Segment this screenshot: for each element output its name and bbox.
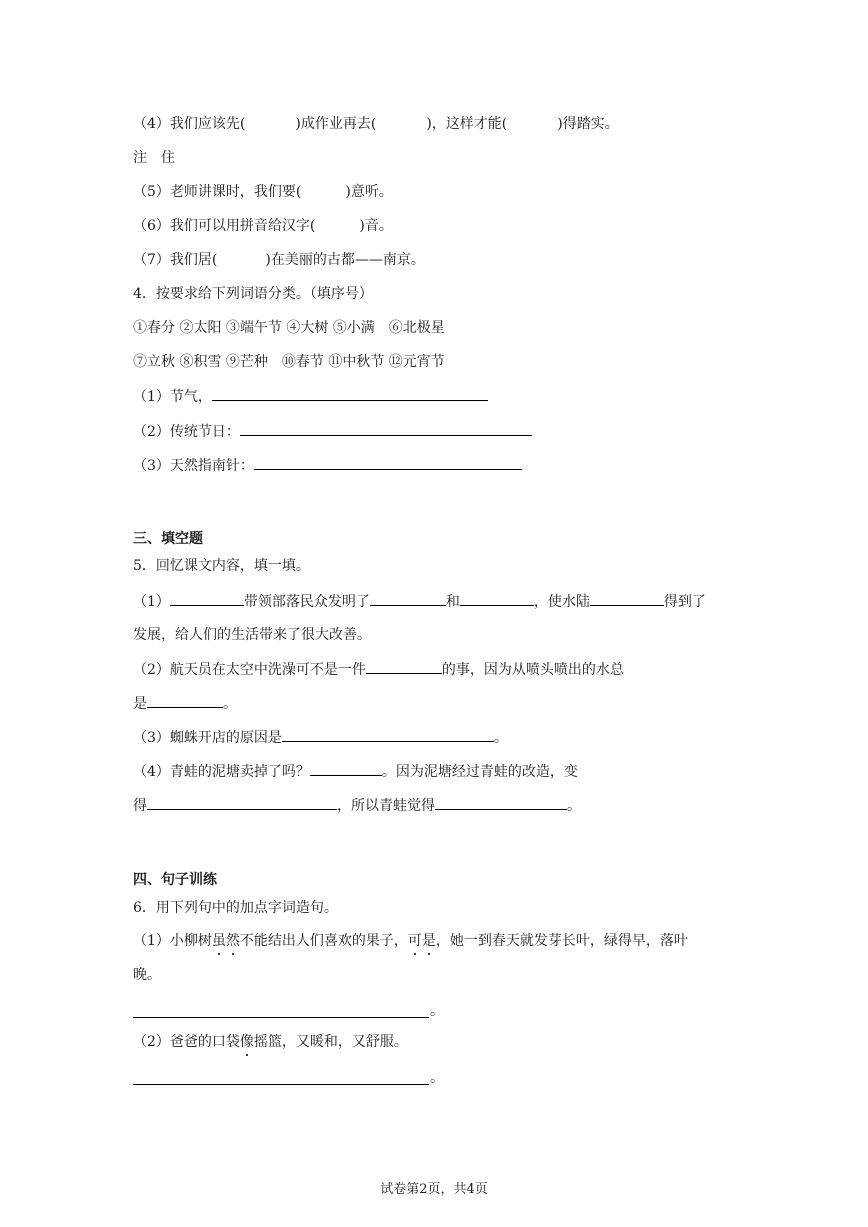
q3-chars: 注 住	[133, 150, 175, 166]
text: （4）青蛙的泥塘卖掉了吗？	[133, 764, 310, 780]
q6-item1	[133, 931, 688, 951]
q6-title: 6．用下列句中的加点字词造句。	[133, 900, 338, 916]
q5-item4	[133, 761, 578, 782]
text: ，所以青蛙觉得	[337, 798, 435, 814]
period: 。	[430, 1070, 444, 1086]
text: （2）传统节日：	[133, 424, 240, 440]
q5-item3	[133, 727, 508, 748]
text: 。	[223, 696, 237, 712]
dotted-char: 是	[421, 933, 436, 949]
text: 摇篮，又暖和，又舒服。	[253, 1034, 408, 1050]
text: 。	[493, 730, 508, 746]
q5-item1	[133, 591, 706, 612]
text: （2）航天员在太空中洗澡可不是一件	[133, 662, 366, 678]
answer-blank[interactable]	[435, 795, 567, 810]
text: 的事，因为从喷头喷出的水总	[441, 662, 624, 678]
sentence-answer-line[interactable]	[133, 1016, 429, 1018]
text: ，使水陆	[533, 594, 590, 610]
dotted-char: 虽	[211, 933, 226, 949]
answer-blank[interactable]	[282, 727, 494, 742]
text: 带领部落民众发明了	[243, 594, 370, 610]
text: （1）	[133, 594, 170, 610]
text: （1）小柳树	[133, 933, 212, 949]
text: ，她一到春天就发芽长叶，绿得早，落叶	[435, 933, 688, 949]
text: 是	[133, 696, 147, 712]
q3-item4	[133, 114, 619, 134]
page-footer: 试卷第2页，共4页	[380, 1182, 488, 1197]
q4-row2: ⑦立秋 ⑧积雪 ⑨芒种 ⑩春节 ⑪中秋节 ⑫元宵节	[133, 354, 445, 370]
q4-item1	[133, 386, 488, 407]
answer-blank[interactable]	[254, 455, 522, 470]
dotted-char: 像	[239, 1034, 254, 1050]
answer-blank[interactable]	[370, 591, 446, 606]
q5-item1-cont: 发展，给人们的生活带来了很大改善。	[133, 627, 371, 643]
text: )音。	[359, 218, 393, 234]
answer-blank[interactable]	[366, 659, 442, 674]
q6-item1-cont: 晚。	[133, 967, 161, 983]
text: )得踏实。	[557, 116, 619, 132]
sentence-answer-line[interactable]	[133, 1083, 429, 1085]
q5-item2	[133, 659, 624, 680]
answer-blank[interactable]	[240, 421, 532, 436]
dotted-char: 可	[407, 933, 422, 949]
text: 。	[567, 798, 581, 814]
answer-blank[interactable]	[147, 795, 337, 810]
answer-blank[interactable]	[310, 761, 382, 776]
text: )在美丽的古都——南京。	[265, 252, 425, 268]
section-heading: 三、填空题	[133, 531, 203, 547]
answer-blank[interactable]	[170, 591, 244, 606]
text: 。因为泥塘经过青蛙的改造，变	[381, 764, 578, 780]
q4-item2	[133, 421, 532, 442]
answer-blank[interactable]	[212, 386, 488, 401]
q5-title: 5．回忆课文内容，填一填。	[133, 558, 310, 574]
q3-item7	[133, 250, 425, 270]
text: 和	[445, 594, 460, 610]
text: 不能结出人们喜欢的果子，	[239, 933, 408, 949]
text: （5）老师讲课时，我们要(	[133, 184, 302, 200]
text: （6）我们可以用拼音给汉字(	[133, 218, 316, 234]
q3-item5	[133, 182, 393, 202]
q3-item6	[133, 216, 393, 236]
answer-blank[interactable]	[147, 693, 223, 708]
text: （3）蜘蛛开店的原因是	[133, 730, 282, 746]
q6-item2	[133, 1032, 408, 1052]
text: )，这样才能(	[426, 116, 508, 132]
q5-item2-cont	[133, 693, 237, 714]
text: 得到了	[663, 594, 706, 610]
text: 得	[133, 798, 147, 814]
text: （4）我们应该先(	[133, 116, 246, 132]
answer-blank[interactable]	[590, 591, 664, 606]
q4-title: 4．按要求给下列词语分类。（填序号）	[133, 286, 373, 302]
text: )成作业再去(	[295, 116, 377, 132]
section-heading: 四、句子训练	[133, 872, 217, 888]
answer-blank[interactable]	[460, 591, 534, 606]
text: （7）我们居(	[133, 252, 218, 268]
q4-item3	[133, 455, 522, 476]
q5-item4-cont	[133, 795, 581, 816]
text: （3）天然指南针：	[133, 458, 254, 474]
q4-row1: ①春分 ②太阳 ③端午节 ④大树 ⑤小满 ⑥北极星	[133, 320, 445, 336]
dotted-char: 然	[225, 933, 240, 949]
text: )意听。	[345, 184, 393, 200]
text: （1）节气，	[133, 389, 212, 405]
period: 。	[430, 1003, 444, 1019]
text: （2）爸爸的口袋	[133, 1034, 240, 1050]
